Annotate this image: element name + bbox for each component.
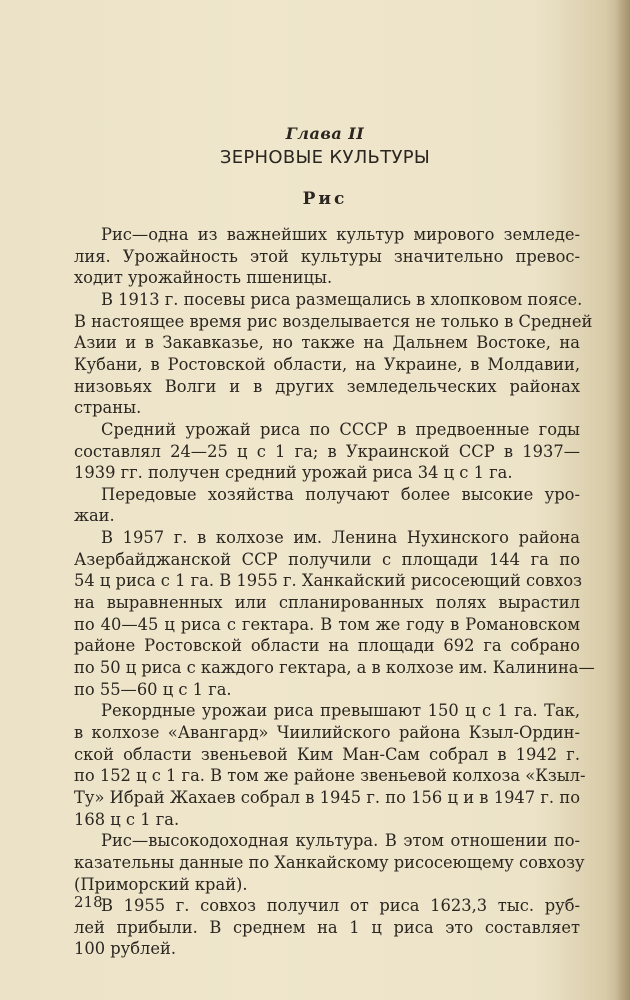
text-line: по 152 ц с 1 га. В том же районе звеньевой колхоза «Кзыл- bbox=[74, 766, 586, 786]
text-line: В 1913 г. посевы риса размещались в хлопковом поясе. bbox=[101, 289, 583, 309]
text-line: лей прибыли. В среднем на 1 ц риса это составляет bbox=[74, 917, 580, 937]
text-line: по 40—45 ц риса с гектара. В том же году в Романовском bbox=[74, 614, 580, 634]
text-line: В 1955 г. совхоз получил от риса 1623,3 тыс. руб- bbox=[101, 896, 580, 916]
text-line: В настоящее время рис возделывается не только в Средней bbox=[74, 311, 593, 331]
text-line: лия. Урожайность этой культуры значительно превос- bbox=[74, 246, 580, 266]
text-line: В 1957 г. в колхозе им. Ленина Нухинского района bbox=[101, 528, 580, 548]
text-line: 54 ц риса с 1 га. В 1955 г. Ханкайский рисосеющий совхоз bbox=[74, 571, 583, 591]
text-line: Азии и в Закавказье, но также на Дальнем Востоке, на bbox=[74, 333, 580, 353]
text-line: Ту» Ибрай Жахаев собрал в 1945 г. по 156 ц и в 1947 г. по bbox=[74, 787, 580, 807]
text-line: по 55—60 ц с 1 га. bbox=[74, 679, 232, 699]
text-line: на выравненных или спланированных полях вырастил bbox=[74, 593, 580, 613]
text-line: 168 ц с 1 га. bbox=[74, 809, 180, 829]
text-line: Рекордные урожаи риса превышают 150 ц с 1 га. Так, bbox=[101, 701, 580, 721]
text-line: страны. bbox=[74, 398, 142, 418]
chapter-title: ЗЕРНОВЫЕ КУЛЬТУРЫ bbox=[219, 147, 431, 168]
text-line: Азербайджанской ССР получили с площади 144 га по bbox=[74, 549, 580, 569]
text-line: низовьях Волги и в других земледельческих районах bbox=[74, 376, 580, 396]
text-line: составлял 24—25 ц с 1 га; в Украинской ССР в 1937— bbox=[74, 441, 580, 461]
text-line: районе Ростовской области на площади 692 га собрано bbox=[74, 636, 580, 656]
section-title: Рис bbox=[302, 189, 348, 209]
text-line: Рис—одна из важнейших культур мирового земледе- bbox=[101, 225, 580, 244]
text-line: ходит урожайность пшеницы. bbox=[74, 268, 333, 288]
text-line: ской области звеньевой Ким Ман-Сам собрал в 1942 г. bbox=[74, 744, 580, 764]
text-line: Средний урожай риса по СССР в предвоенные годы bbox=[101, 419, 580, 439]
text-line: в колхозе «Авангард» Чиилийского района Кзыл-Ордин- bbox=[74, 722, 580, 742]
text-line: Рис—высокодоходная культура. В этом отношении по- bbox=[101, 831, 580, 851]
text-line: (Приморский край). bbox=[74, 874, 248, 894]
text-line: казательны данные по Ханкайскому рисосеющему совхозу bbox=[74, 852, 585, 872]
text-line: 100 рублей. bbox=[74, 939, 177, 959]
text-line: 1939 гг. получен средний урожай риса 34 ц с 1 га. bbox=[74, 463, 513, 483]
chapter-label: Глава II bbox=[285, 124, 365, 143]
text-line: Передовые хозяйства получают более высокие уро- bbox=[101, 484, 580, 504]
page-number: 218 bbox=[74, 893, 103, 911]
text-line: по 50 ц риса с каждого гектара, а в колхозе им. Калинина— bbox=[74, 658, 595, 677]
text-line: жаи. bbox=[74, 506, 115, 526]
text-line: Кубани, в Ростовской области, на Украине, в Молдавии, bbox=[74, 354, 580, 374]
